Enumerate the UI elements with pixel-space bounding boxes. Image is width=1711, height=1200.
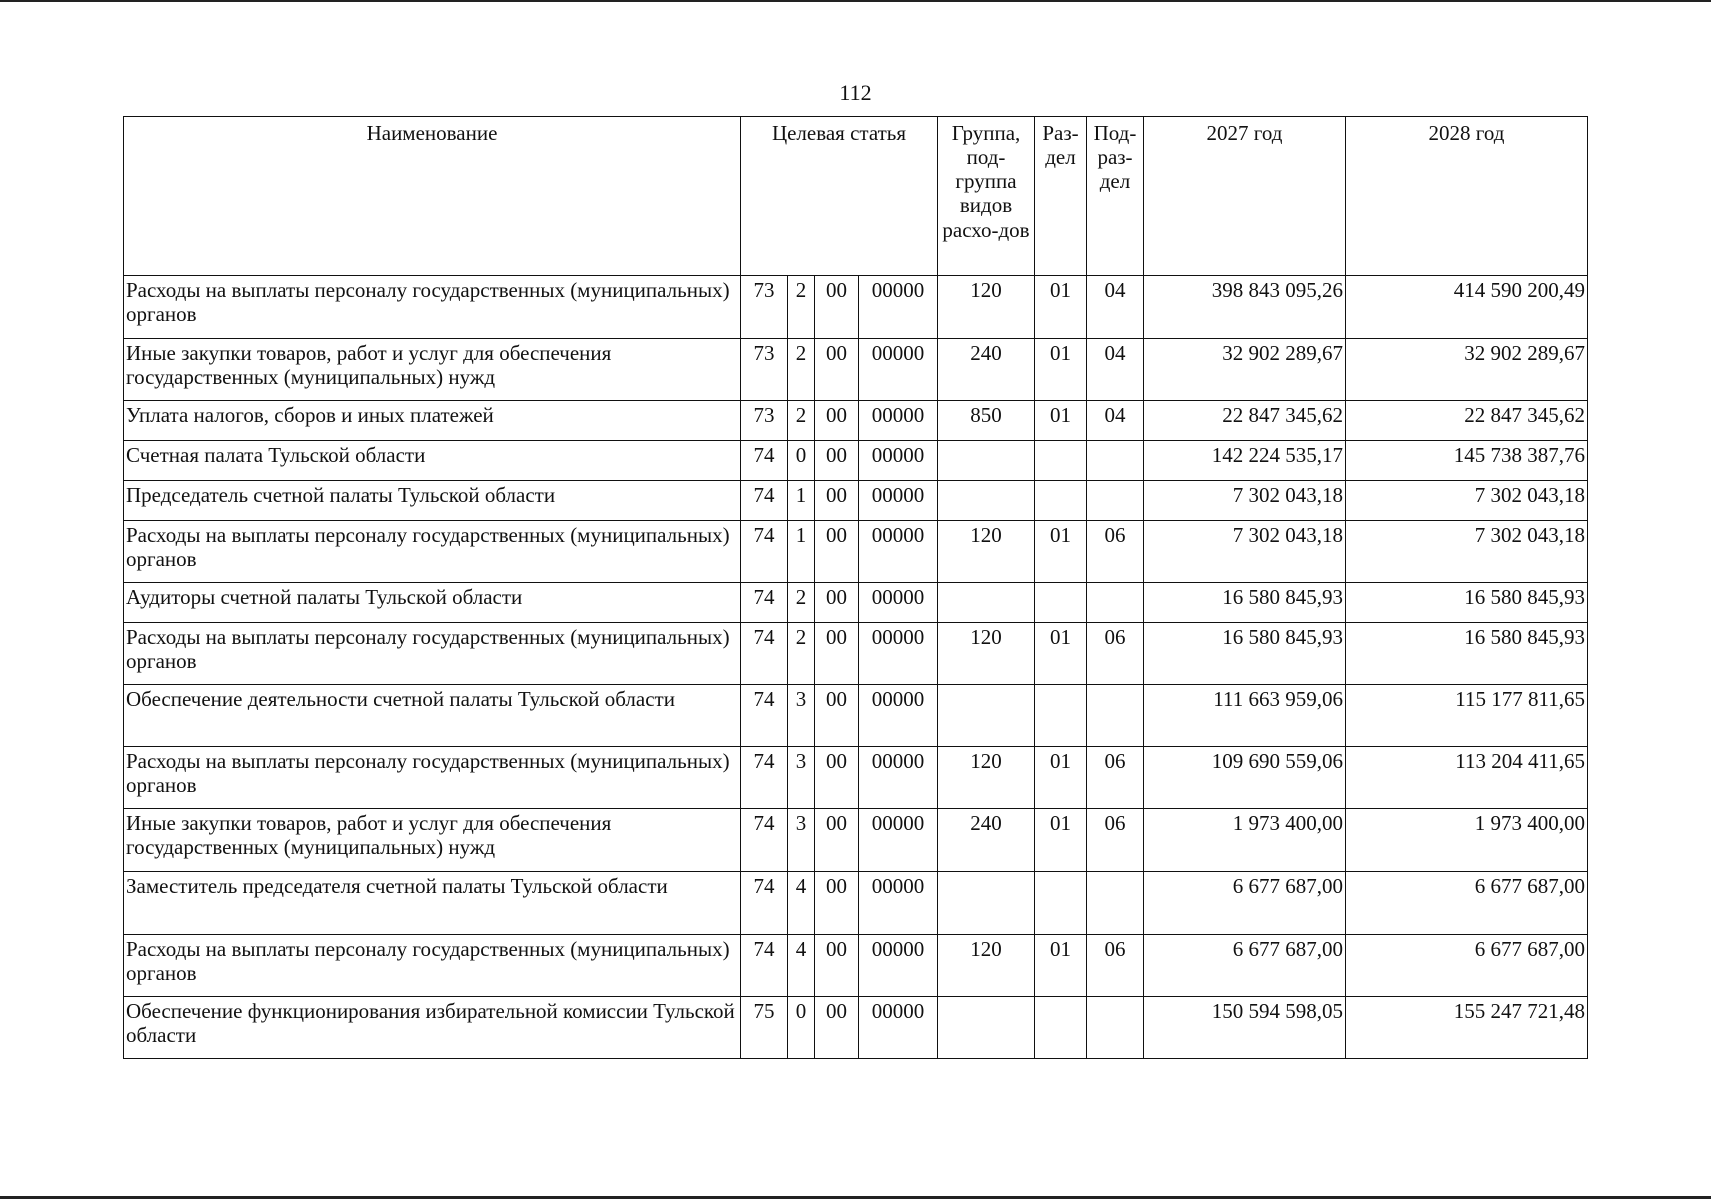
expense-group-code: 240 xyxy=(938,339,1035,401)
section-code xyxy=(1035,685,1087,747)
table-row xyxy=(124,997,1588,1059)
target-code-program: 73 xyxy=(741,401,788,441)
target-code-program: 73 xyxy=(741,339,788,401)
amount-2028: 145 738 387,76 xyxy=(1346,441,1588,481)
target-code-subprogram: 3 xyxy=(788,747,815,809)
scan-edge-bottom xyxy=(0,1196,1711,1199)
section-code xyxy=(1035,583,1087,623)
expense-group-code xyxy=(938,685,1035,747)
amount-2027: 7 302 043,18 xyxy=(1144,521,1346,583)
section-code xyxy=(1035,481,1087,521)
header-section: Раз-дел xyxy=(1035,117,1087,276)
row-name: Счетная палата Тульской области xyxy=(124,441,741,481)
section-code xyxy=(1035,997,1087,1059)
amount-2028: 113 204 411,65 xyxy=(1346,747,1588,809)
target-code-direction: 00 xyxy=(815,339,859,401)
amount-2028: 155 247 721,48 xyxy=(1346,997,1588,1059)
scan-edge-top xyxy=(0,0,1711,2)
amount-2027: 150 594 598,05 xyxy=(1144,997,1346,1059)
header-expense-group: Группа, под-группа видов расхо-дов xyxy=(938,117,1035,276)
target-code-expense: 00000 xyxy=(859,401,938,441)
section-code: 01 xyxy=(1035,935,1087,997)
expense-group-code xyxy=(938,583,1035,623)
subsection-code xyxy=(1087,583,1144,623)
target-code-program: 74 xyxy=(741,685,788,747)
table-row xyxy=(124,583,1588,623)
target-code-program: 75 xyxy=(741,997,788,1059)
amount-2028: 16 580 845,93 xyxy=(1346,623,1588,685)
target-code-expense: 00000 xyxy=(859,583,938,623)
table-row xyxy=(124,521,1588,583)
table-row xyxy=(124,339,1588,401)
subsection-code: 06 xyxy=(1087,809,1144,872)
target-code-subprogram: 4 xyxy=(788,935,815,997)
subsection-code xyxy=(1087,481,1144,521)
expense-group-code: 120 xyxy=(938,935,1035,997)
target-code-direction: 00 xyxy=(815,997,859,1059)
header-year-2028: 2028 год xyxy=(1346,117,1588,276)
subsection-code xyxy=(1087,872,1144,935)
expense-group-code xyxy=(938,481,1035,521)
expense-group-code: 120 xyxy=(938,276,1035,339)
amount-2027: 16 580 845,93 xyxy=(1144,583,1346,623)
target-code-program: 74 xyxy=(741,521,788,583)
amount-2027: 398 843 095,26 xyxy=(1144,276,1346,339)
target-code-subprogram: 3 xyxy=(788,685,815,747)
row-name: Расходы на выплаты персоналу государственных (муниципальных) органов xyxy=(124,521,741,583)
table-row xyxy=(124,276,1588,339)
target-code-program: 73 xyxy=(741,276,788,339)
row-name: Расходы на выплаты персоналу государственных (муниципальных) органов xyxy=(124,623,741,685)
expense-group-code: 120 xyxy=(938,747,1035,809)
expense-group-code xyxy=(938,441,1035,481)
expense-group-code: 850 xyxy=(938,401,1035,441)
target-code-expense: 00000 xyxy=(859,809,938,872)
subsection-code xyxy=(1087,441,1144,481)
target-code-expense: 00000 xyxy=(859,276,938,339)
header-year-2027: 2027 год xyxy=(1144,117,1346,276)
subsection-code: 06 xyxy=(1087,623,1144,685)
target-code-subprogram: 3 xyxy=(788,809,815,872)
target-code-program: 74 xyxy=(741,441,788,481)
amount-2028: 32 902 289,67 xyxy=(1346,339,1588,401)
target-code-program: 74 xyxy=(741,623,788,685)
subsection-code: 06 xyxy=(1087,747,1144,809)
row-name: Обеспечение деятельности счетной палаты Тульской области xyxy=(124,685,741,747)
row-name: Заместитель председателя счетной палаты Тульской области xyxy=(124,872,741,935)
target-code-direction: 00 xyxy=(815,441,859,481)
subsection-code xyxy=(1087,685,1144,747)
amount-2028: 6 677 687,00 xyxy=(1346,935,1588,997)
subsection-code: 04 xyxy=(1087,339,1144,401)
amount-2028: 16 580 845,93 xyxy=(1346,583,1588,623)
section-code: 01 xyxy=(1035,401,1087,441)
target-code-program: 74 xyxy=(741,481,788,521)
target-code-direction: 00 xyxy=(815,401,859,441)
amount-2028: 1 973 400,00 xyxy=(1346,809,1588,872)
row-name: Обеспечение функционирования избирательной комиссии Тульской области xyxy=(124,997,741,1059)
expense-group-code xyxy=(938,997,1035,1059)
row-name: Председатель счетной палаты Тульской области xyxy=(124,481,741,521)
expense-group-code xyxy=(938,872,1035,935)
target-code-subprogram: 2 xyxy=(788,401,815,441)
target-code-subprogram: 2 xyxy=(788,276,815,339)
row-name: Иные закупки товаров, работ и услуг для обеспечения государственных (муниципальных) нужд xyxy=(124,809,741,872)
table-row xyxy=(124,623,1588,685)
target-code-direction: 00 xyxy=(815,481,859,521)
subsection-code: 06 xyxy=(1087,521,1144,583)
header-target-article: Целевая статья xyxy=(741,117,938,276)
subsection-code xyxy=(1087,997,1144,1059)
section-code: 01 xyxy=(1035,521,1087,583)
expense-group-code: 120 xyxy=(938,521,1035,583)
amount-2027: 6 677 687,00 xyxy=(1144,872,1346,935)
section-code xyxy=(1035,441,1087,481)
row-name: Иные закупки товаров, работ и услуг для обеспечения государственных (муниципальных) нужд xyxy=(124,339,741,401)
section-code: 01 xyxy=(1035,747,1087,809)
target-code-expense: 00000 xyxy=(859,872,938,935)
target-code-direction: 00 xyxy=(815,521,859,583)
subsection-code: 06 xyxy=(1087,935,1144,997)
table-row xyxy=(124,935,1588,997)
amount-2027: 111 663 959,06 xyxy=(1144,685,1346,747)
section-code: 01 xyxy=(1035,339,1087,401)
amount-2028: 6 677 687,00 xyxy=(1346,872,1588,935)
target-code-subprogram: 2 xyxy=(788,623,815,685)
target-code-program: 74 xyxy=(741,872,788,935)
table-row xyxy=(124,441,1588,481)
target-code-expense: 00000 xyxy=(859,623,938,685)
amount-2028: 22 847 345,62 xyxy=(1346,401,1588,441)
target-code-direction: 00 xyxy=(815,935,859,997)
target-code-direction: 00 xyxy=(815,583,859,623)
subsection-code: 04 xyxy=(1087,276,1144,339)
amount-2027: 109 690 559,06 xyxy=(1144,747,1346,809)
target-code-subprogram: 1 xyxy=(788,481,815,521)
amount-2028: 7 302 043,18 xyxy=(1346,481,1588,521)
budget-table xyxy=(123,116,1588,1059)
table-row xyxy=(124,809,1588,872)
target-code-expense: 00000 xyxy=(859,997,938,1059)
table-row xyxy=(124,685,1588,747)
target-code-direction: 00 xyxy=(815,685,859,747)
page-number: 112 xyxy=(839,80,872,105)
target-code-subprogram: 1 xyxy=(788,521,815,583)
header-subsection: Под-раз-дел xyxy=(1087,117,1144,276)
section-code xyxy=(1035,872,1087,935)
target-code-subprogram: 2 xyxy=(788,339,815,401)
row-name: Расходы на выплаты персоналу государственных (муниципальных) органов xyxy=(124,935,741,997)
amount-2027: 16 580 845,93 xyxy=(1144,623,1346,685)
row-name: Расходы на выплаты персоналу государственных (муниципальных) органов xyxy=(124,747,741,809)
amount-2027: 1 973 400,00 xyxy=(1144,809,1346,872)
section-code: 01 xyxy=(1035,276,1087,339)
table-row xyxy=(124,747,1588,809)
target-code-subprogram: 2 xyxy=(788,583,815,623)
target-code-program: 74 xyxy=(741,935,788,997)
target-code-direction: 00 xyxy=(815,872,859,935)
section-code: 01 xyxy=(1035,809,1087,872)
section-code: 01 xyxy=(1035,623,1087,685)
amount-2028: 115 177 811,65 xyxy=(1346,685,1588,747)
target-code-direction: 00 xyxy=(815,809,859,872)
target-code-program: 74 xyxy=(741,809,788,872)
target-code-direction: 00 xyxy=(815,623,859,685)
target-code-subprogram: 0 xyxy=(788,441,815,481)
target-code-program: 74 xyxy=(741,747,788,809)
table-row xyxy=(124,481,1588,521)
target-code-program: 74 xyxy=(741,583,788,623)
target-code-expense: 00000 xyxy=(859,685,938,747)
amount-2028: 7 302 043,18 xyxy=(1346,521,1588,583)
amount-2027: 32 902 289,67 xyxy=(1144,339,1346,401)
amount-2027: 7 302 043,18 xyxy=(1144,481,1346,521)
table-row xyxy=(124,401,1588,441)
target-code-direction: 00 xyxy=(815,276,859,339)
target-code-expense: 00000 xyxy=(859,747,938,809)
expense-group-code: 240 xyxy=(938,809,1035,872)
expense-group-code: 120 xyxy=(938,623,1035,685)
target-code-expense: 00000 xyxy=(859,521,938,583)
target-code-expense: 00000 xyxy=(859,935,938,997)
amount-2028: 414 590 200,49 xyxy=(1346,276,1588,339)
table-row xyxy=(124,872,1588,935)
amount-2027: 6 677 687,00 xyxy=(1144,935,1346,997)
row-name: Аудиторы счетной палаты Тульской области xyxy=(124,583,741,623)
header-name: Наименование xyxy=(124,117,741,276)
target-code-subprogram: 4 xyxy=(788,872,815,935)
amount-2027: 22 847 345,62 xyxy=(1144,401,1346,441)
target-code-direction: 00 xyxy=(815,747,859,809)
subsection-code: 04 xyxy=(1087,401,1144,441)
row-name: Уплата налогов, сборов и иных платежей xyxy=(124,401,741,441)
target-code-expense: 00000 xyxy=(859,441,938,481)
target-code-expense: 00000 xyxy=(859,481,938,521)
target-code-subprogram: 0 xyxy=(788,997,815,1059)
amount-2027: 142 224 535,17 xyxy=(1144,441,1346,481)
row-name: Расходы на выплаты персоналу государственных (муниципальных) органов xyxy=(124,276,741,339)
target-code-expense: 00000 xyxy=(859,339,938,401)
table-header-row xyxy=(124,117,1588,276)
